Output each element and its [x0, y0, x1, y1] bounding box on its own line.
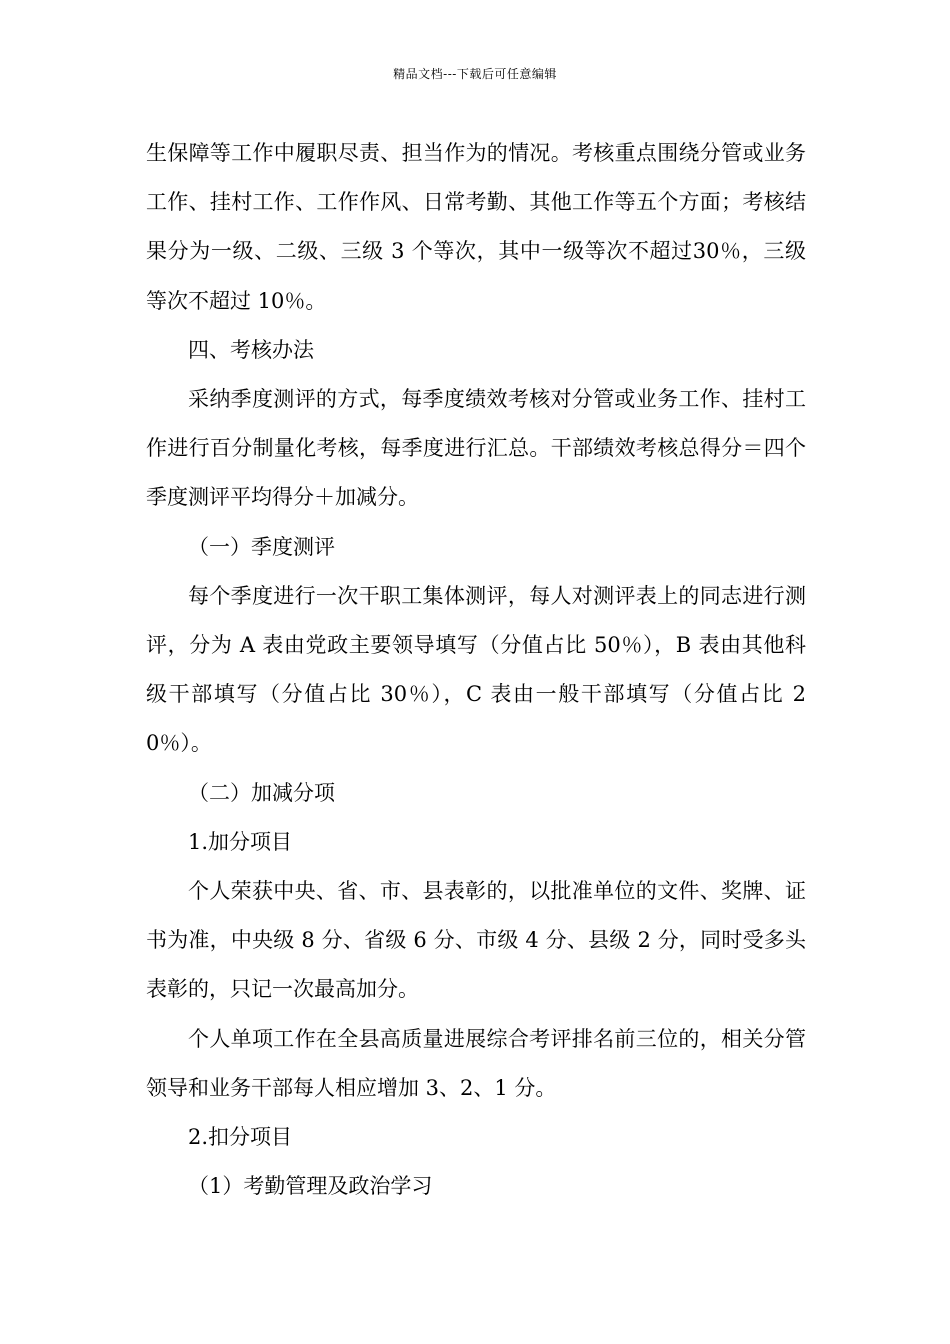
body-paragraph: 采纳季度测评的方式，每季度绩效考核对分管或业务工作、挂村工作进行百分制量化考核，每季度进行汇总。干部绩效考核总得分＝四个季度测评平均得分＋加减分。: [146, 387, 806, 510]
body-paragraph: 个人荣获中央、省、市、县表彰的，以批准单位的文件、奖牌、证书为准，中央级 8 分、省级 6 分、市级 4 分、县级 2 分，同时受多头表彰的，只记一次最高加分。: [146, 879, 806, 1002]
body-paragraph: 个人单项工作在全县高质量进展综合考评排名前三位的，相关分管领导和业务干部每人相应增加 3、2、1 分。: [146, 1026, 806, 1100]
section-heading: 四、考核办法: [188, 337, 314, 362]
page-header: 精品文档---下载后可任意编辑: [393, 67, 557, 81]
section-heading: （一）季度测评: [188, 534, 335, 559]
document-body: [146, 129, 806, 1211]
body-paragraph: 每个季度进行一次干职工集体测评，每人对测评表上的同志进行测评，分为 A 表由党政主要领导填写（分值占比 50％），B 表由其他科级干部填写（分值占比 30％），C 表由一般干部填写（分值占比 20％）。: [146, 583, 806, 756]
body-paragraph: 生保障等工作中履职尽责、担当作为的情况。考核重点围绕分管或业务工作、挂村工作、工作作风、日常考勤、其他工作等五个方面；考核结果分为一级、二级、三级 3 个等次，其中一级等次不超过30％，三级等次不超过 10％。: [146, 141, 806, 313]
section-heading: （1）考勤管理及政治学习: [188, 1174, 433, 1199]
section-heading: 1.加分项目: [188, 829, 293, 854]
section-heading: 2.扣分项目: [188, 1125, 293, 1150]
section-heading: （二）加减分项: [188, 780, 335, 805]
